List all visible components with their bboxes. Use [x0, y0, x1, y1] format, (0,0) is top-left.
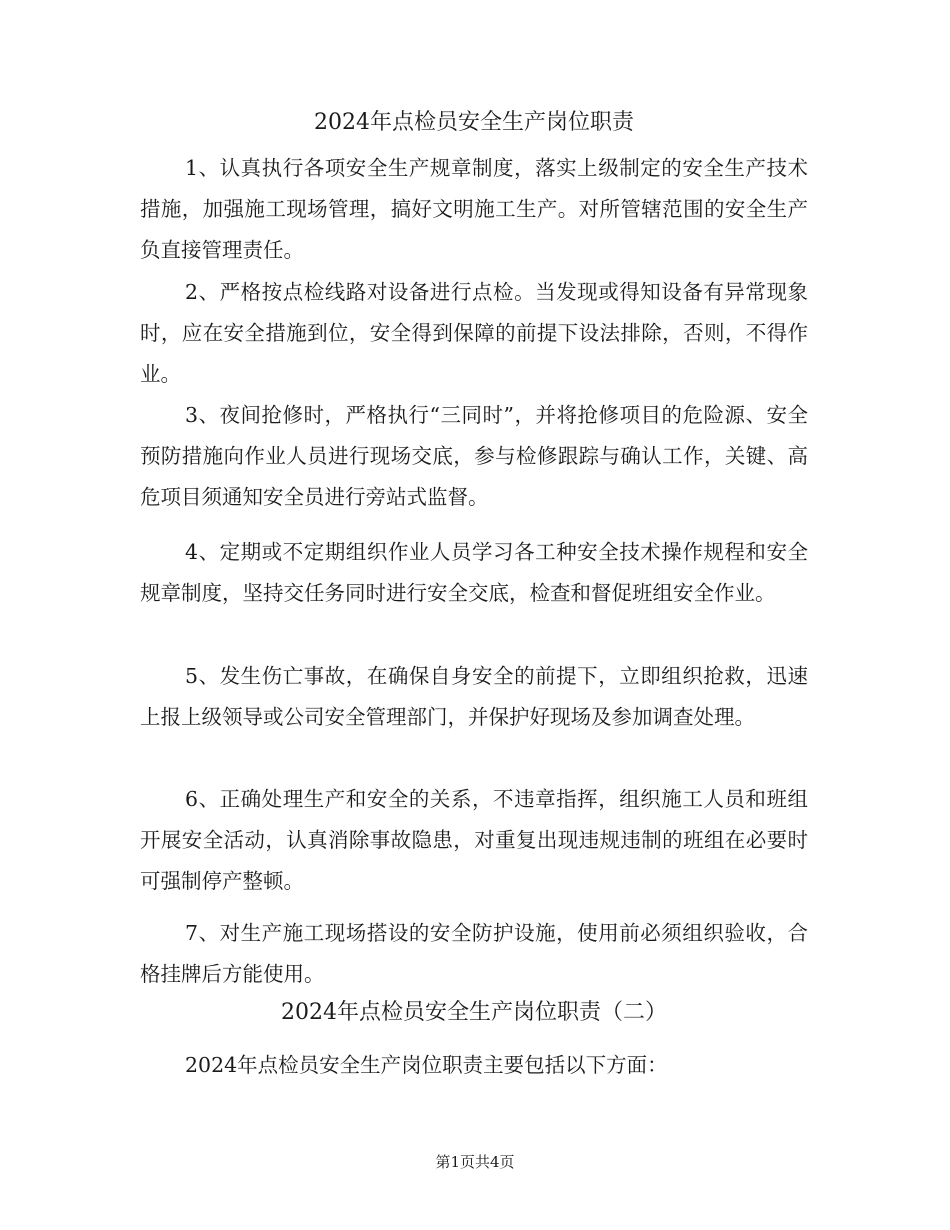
- paragraph-7: 7、对生产施工现场搭设的安全防护设施，使用前必须组织验收，合格挂牌后方能使用。: [140, 921, 808, 986]
- paragraph-3: 3、夜间抢修时，严格执行“三同时”，并将抢修项目的危险源、安全预防措施向作业人员进行现场交底，参与检修跟踪与确认工作，关键、高危项目须通知安全员进行旁站式监督。: [140, 403, 808, 509]
- paragraph-1: 1、认真执行各项安全生产规章制度，落实上级制定的安全生产技术措施，加强施工现场管理，搞好文明施工生产。对所管辖范围的安全生产负直接管理责任。: [140, 156, 808, 262]
- paragraph-6: 6、正确处理生产和安全的关系，不违章指挥，组织施工人员和班组开展安全活动，认真消除事故隐患，对重复出现违规违制的班组在必要时可强制停产整顿。: [140, 787, 808, 893]
- paragraph-5: 5、发生伤亡事故，在确保自身安全的前提下，立即组织抢救，迅速上报上级领导或公司安全管理部门，并保护好现场及参加调查处理。: [140, 664, 808, 729]
- intro-paragraph: 2024年点检员安全生产岗位职责主要包括以下方面：: [185, 1053, 668, 1077]
- paragraph-4: 4、定期或不定期组织作业人员学习各工种安全技术操作规程和安全规章制度，坚持交任务同时进行安全交底，检查和督促班组安全作业。: [140, 540, 808, 605]
- paragraph-2: 2、严格按点检线路对设备进行点检。当发现或得知设备有异常现象时，应在安全措施到位，安全得到保障的前提下设法排除，否则，不得作业。: [140, 280, 808, 386]
- page-footer: 第1页共4页: [435, 1153, 515, 1171]
- section-subtitle: 2024年点检员安全生产岗位职责（二）: [281, 1000, 667, 1025]
- document-title: 2024年点检员安全生产岗位职责: [314, 110, 634, 135]
